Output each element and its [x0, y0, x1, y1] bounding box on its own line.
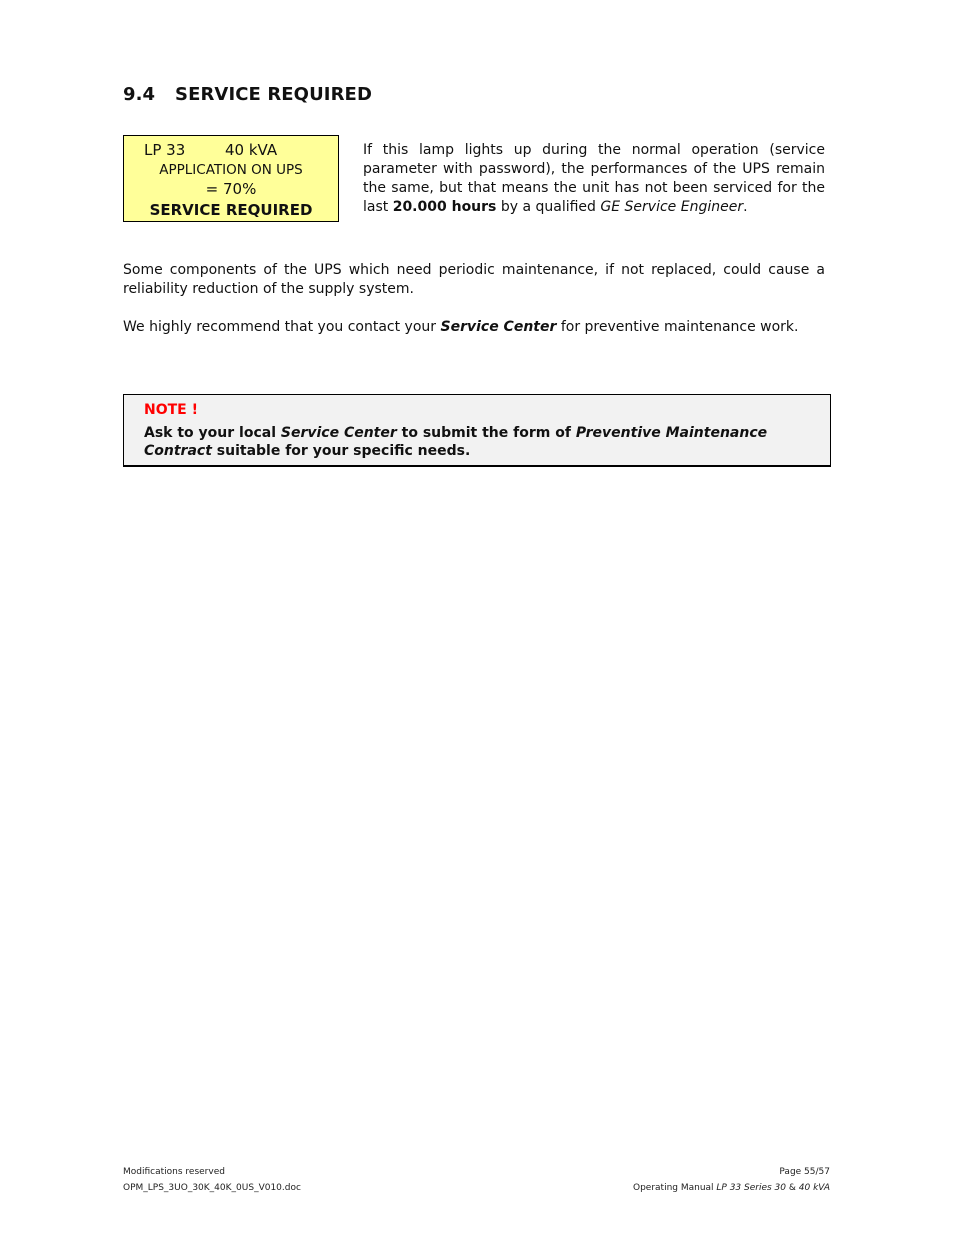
display-line-percentage: = 70% — [205, 180, 257, 198]
footer-modifications: Modifications reserved — [123, 1167, 225, 1177]
recommendation-paragraph — [123, 318, 825, 337]
footer-manual-title — [633, 1182, 830, 1194]
para1-text-2: by a qualified — [496, 199, 601, 215]
note-title: NOTE ! — [144, 402, 198, 418]
footer-page-number: Page 55/57 — [779, 1167, 830, 1177]
footer-kva: 40 kVA — [798, 1183, 830, 1193]
section-number: 9.4 — [123, 84, 156, 105]
ups-display-panel — [123, 135, 339, 222]
section-heading — [123, 84, 372, 105]
lamp-description-paragraph — [363, 141, 825, 217]
footer-series: LP 33 Series 30 — [716, 1183, 787, 1193]
display-line-application: APPLICATION ON UPS — [159, 162, 303, 178]
note-text-1: Ask to your local — [144, 425, 281, 441]
note-text-2: to submit the form of — [396, 425, 576, 441]
para1-engineer: GE Service Engineer — [600, 199, 744, 215]
para3-service-center: Service Center — [440, 319, 557, 335]
para3-text-2: for preventive maintenance work. — [556, 319, 799, 335]
display-model: LP 33 — [144, 141, 186, 159]
footer-manual-label: Operating Manual — [632, 1183, 717, 1193]
footer-filename: OPM_LPS_3UO_30K_40K_0US_V010.doc — [123, 1183, 301, 1193]
para1-hours: 20.000 hours — [392, 199, 497, 215]
note-service-center: Service Center — [280, 425, 397, 441]
section-title: SERVICE REQUIRED — [175, 84, 372, 105]
note-contract: Preventive Maintenance Contract — [144, 425, 768, 459]
para1-text-3: . — [743, 199, 748, 215]
maintenance-paragraph: Some components of the UPS which need periodic maintenance, if not replaced, could cause a reliability reduction of the supply system. — [123, 262, 825, 297]
display-line-service-required: SERVICE REQUIRED — [149, 201, 313, 219]
para1-text: If this lamp lights up during the normal operation (service parameter with password), the performances of the UPS remain the same, but that means the unit has not been serviced for the last — [363, 142, 825, 215]
note-body — [144, 424, 822, 460]
note-text-3: suitable for your specific needs. — [211, 443, 471, 459]
note-box — [123, 394, 831, 467]
para3-text: We highly recommend that you contact your — [123, 319, 441, 335]
display-rating: 40 kVA — [225, 141, 278, 159]
footer-amp: & — [786, 1183, 799, 1193]
